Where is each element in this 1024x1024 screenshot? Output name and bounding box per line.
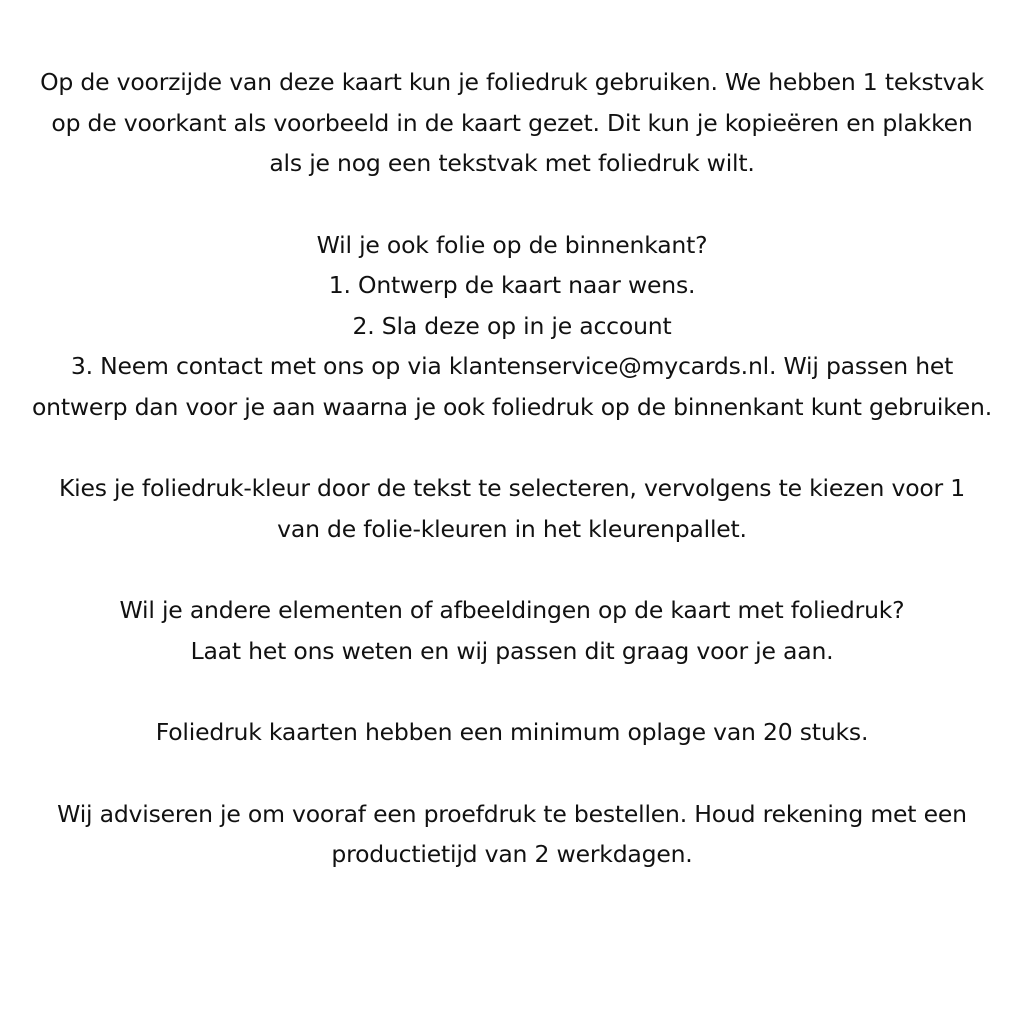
advice-paragraph: [30, 794, 994, 875]
inside-foil-section: [30, 225, 994, 428]
step-2: 2. Sla deze op in je account: [352, 311, 672, 340]
minimum-paragraph: [30, 712, 994, 753]
advice-text: Wij adviseren je om vooraf een proefdruk te bestellen. Houd rekening met een productietijd van 2 werkdagen.: [57, 799, 967, 868]
other-elements-answer: Laat het ons weten en wij passen dit graag voor je aan.: [190, 636, 834, 665]
other-elements-question: Wil je andere elementen of afbeeldingen op de kaart met foliedruk?: [119, 596, 905, 624]
step-1: 1. Ontwerp de kaart naar wens.: [328, 271, 696, 299]
color-select-paragraph: [30, 468, 994, 549]
inside-question: Wil je ook folie op de binnenkant?: [316, 230, 708, 259]
intro-paragraph: [30, 62, 994, 184]
other-elements-section: [30, 590, 994, 671]
color-select-text: Kies je foliedruk-kleur door de tekst te selecteren, vervolgens te kiezen voor 1 van de folie-kleuren in het kleurenpallet.: [58, 474, 966, 543]
step-3: 3. Neem contact met ons op via klantenservice@mycards.nl. Wij passen het ontwerp dan voor je aan waarna je ook foliedruk op de binnenkant kunt gebruiken.: [31, 352, 993, 421]
minimum-text: Foliedruk kaarten hebben een minimum oplage van 20 stuks.: [155, 718, 869, 746]
intro-text: Op de voorzijde van deze kaart kun je foliedruk gebruiken. We hebben 1 tekstvak op de voorkant als voorbeeld in de kaart gezet. Dit kun je kopieëren en plakken als je nog een tekstvak met foliedruk wilt.: [40, 68, 984, 177]
